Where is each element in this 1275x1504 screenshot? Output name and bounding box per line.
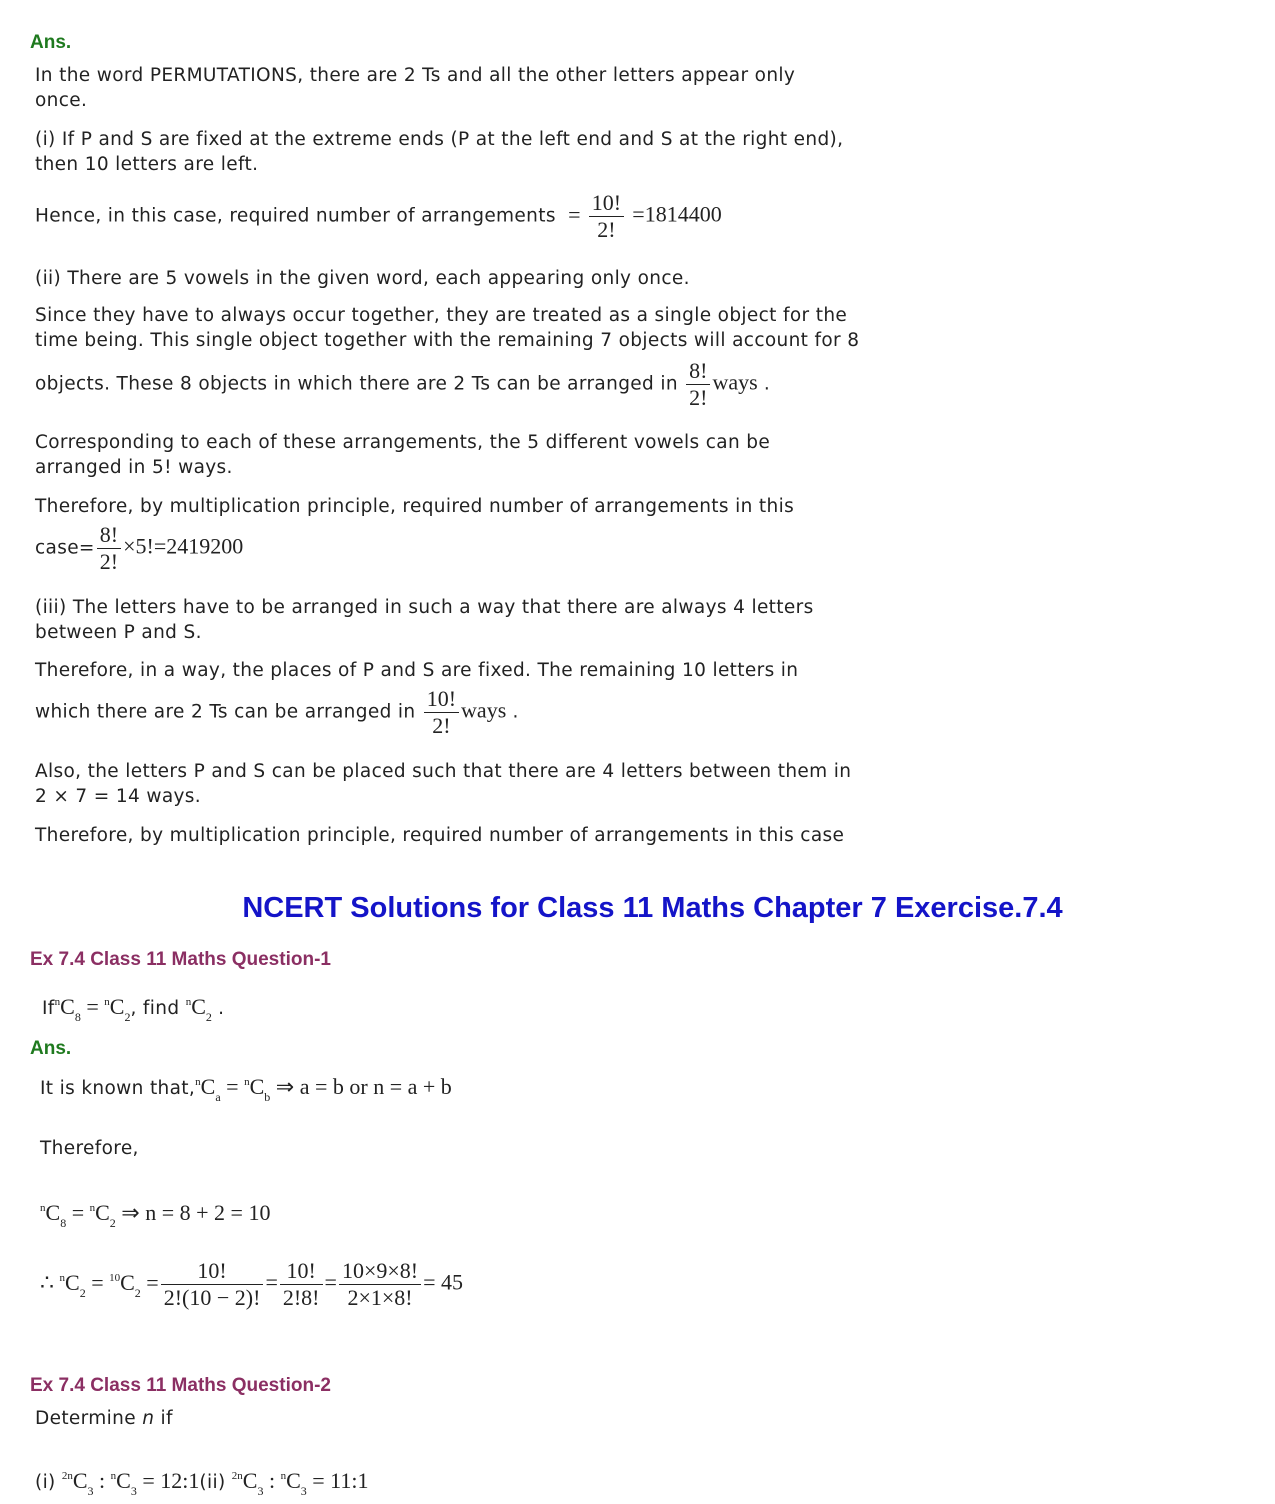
text-line: 2 × 7 = 14 ways. (35, 786, 202, 807)
paragraph-p-and-s-placed (35, 759, 851, 809)
answer-label: Ans. (30, 32, 72, 53)
question-2-heading: Ex 7.4 Class 11 Maths Question-2 (30, 1375, 331, 1396)
text-span: If (42, 998, 55, 1019)
fraction-denominator: 2! (686, 384, 710, 411)
text-line: Hence, in this case, required number of arrangements (35, 205, 556, 227)
text-line: (i) If P and S are fixed at the extreme ends (P at the left end and S at the right end), (35, 129, 844, 150)
fraction-denominator: 2!(10 − 2)! (161, 1284, 264, 1311)
therefore-label: Therefore, (40, 1138, 139, 1159)
result-value: = 45 (423, 1269, 463, 1295)
text-span: ways (712, 369, 758, 395)
fraction-denominator: 2! (97, 548, 121, 575)
fraction-numerator: 8! (689, 358, 708, 383)
fraction-numerator: 10! (426, 686, 457, 711)
text-span: if (160, 1408, 173, 1429)
text-line: Corresponding to each of these arrangements, the 5 different vowels can be (35, 432, 771, 453)
fraction-numerator: 10! (591, 190, 622, 215)
paragraph-part-ii: (ii) There are 5 vowels in the given word, each appearing only once. (35, 268, 690, 289)
text-line: time being. This single object together with the remaining 7 objects will account for 8 (35, 330, 860, 351)
result-value: ×5!=2419200 (123, 533, 244, 559)
question-1-prompt: $If^nC_8 = ^nC_2$, find $^nC_2$ . (42, 994, 225, 1024)
fraction-10-factorial (161, 1258, 264, 1311)
fraction-8-over-2 (686, 358, 710, 411)
fraction-denominator: 2! (589, 216, 624, 243)
ratio-value: = 12:1 (142, 1468, 200, 1493)
text-span: ⇒ n = 8 + 2 = 10 (121, 1200, 271, 1225)
question-2-prompt (35, 1406, 173, 1431)
question-2-parts: (i) $^{2n}C_3$ : $^nC_3$ = 12:1(ii) $^{2n}C_3$ : $^nC_3$ = 11:1 (35, 1468, 369, 1498)
fraction-denominator: 2×1×8! (339, 1284, 421, 1311)
paragraph-vowels-together (35, 303, 859, 411)
text-line: once. (35, 90, 88, 111)
fraction-10-over-2 (589, 190, 624, 243)
step-final-calculation: ∴ $^nC_2 = ^{10}C_2$ = $\frac{10!}{2!(10 - 2)!}$ = $\frac{10!}{2!8!}$ = $\frac{10\times 9\times 8!}{2\times 1\times 8!}$ = 45 (40, 1258, 463, 1310)
part-label: (i) (35, 1472, 56, 1493)
text-span: objects. These 8 objects in which there are 2 Ts can be arranged in (35, 373, 678, 395)
text-line: objects. These 8 objects in which there are 2 Ts can be arranged in $\frac{8!}{2!}$ ways . (35, 358, 771, 410)
fraction-numerator: 8! (99, 522, 119, 547)
text-span: It is known that, (40, 1078, 196, 1099)
fraction-numerator: 10! (286, 1258, 316, 1283)
fraction-10-over-2-8 (280, 1258, 323, 1311)
section-title: NCERT Solutions for Class 11 Maths Chapter 7 Exercise.7.4 (242, 892, 1063, 924)
text-span: which there are 2 Ts can be arranged in (35, 701, 416, 723)
paragraph-part-iii (35, 595, 814, 645)
text-line: Since they have to always occur together, they are treated as a single object for the (35, 305, 848, 326)
paragraph-word-permutations (35, 63, 795, 113)
fraction-10-over-2 (424, 686, 459, 739)
fraction-expanded (339, 1258, 421, 1311)
fraction-denominator: 2! (424, 712, 459, 739)
text-line (35, 522, 794, 575)
text-span: case= (35, 537, 95, 559)
text-line: Also, the letters P and S can be placed such that there are 4 letters between them in (35, 761, 852, 782)
fraction-numerator: 10×9×8! (341, 1258, 419, 1283)
part-label: (ii) (199, 1472, 226, 1493)
text-line: In the word PERMUTATIONS, there are 2 Ts and all the other letters appear only (35, 65, 796, 86)
paragraph-multiplication-ii (35, 494, 794, 575)
paragraph-multiplication-iii: Therefore, by multiplication principle, required number of arrangements in this case (35, 825, 845, 846)
text-span: , find (130, 998, 180, 1019)
text-span: Determine (35, 1408, 136, 1429)
text-span: ways (461, 697, 507, 723)
paragraph-vowels-arranged (35, 430, 770, 480)
paragraph-hence-case-i (35, 190, 722, 243)
paragraph-places-fixed (35, 658, 798, 739)
text-line: Therefore, in a way, the places of P and S are fixed. The remaining 10 letters in (35, 660, 799, 681)
text-span: ⇒ a = b or n = a + b (275, 1074, 452, 1099)
question-1-heading: Ex 7.4 Class 11 Maths Question-1 (30, 949, 331, 970)
result-value: =1814400 (632, 201, 722, 227)
text-line: arranged in 5! ways. (35, 457, 233, 478)
equals-sign: = (568, 201, 581, 227)
text-line: Therefore, by multiplication principle, required number of arrangements in this (35, 496, 795, 517)
ratio-value: = 11:1 (312, 1468, 369, 1493)
fraction-8-over-2 (97, 522, 121, 575)
known-identity: It is known $that,^nC_a = ^nC_b$ ⇒ a = b or n = a + b (40, 1074, 452, 1104)
step-n-equals-10: $^nC_8 = ^nC_2$ ⇒ n = 8 + 2 = 10 (40, 1200, 271, 1230)
text-line: between P and S. (35, 622, 202, 643)
fraction-numerator: 10! (197, 1258, 227, 1283)
fraction-denominator: 2!8! (280, 1284, 323, 1311)
paragraph-part-i (35, 127, 843, 177)
variable-n: n (142, 1408, 155, 1429)
text-line: (iii) The letters have to be arranged in such a way that there are always 4 letters (35, 597, 814, 618)
answer-label-2: Ans. (30, 1038, 72, 1059)
text-line: which there are 2 Ts can be arranged in $\frac{10!}{2!}$ ways . (35, 686, 519, 738)
text-line: then 10 letters are left. (35, 154, 259, 175)
